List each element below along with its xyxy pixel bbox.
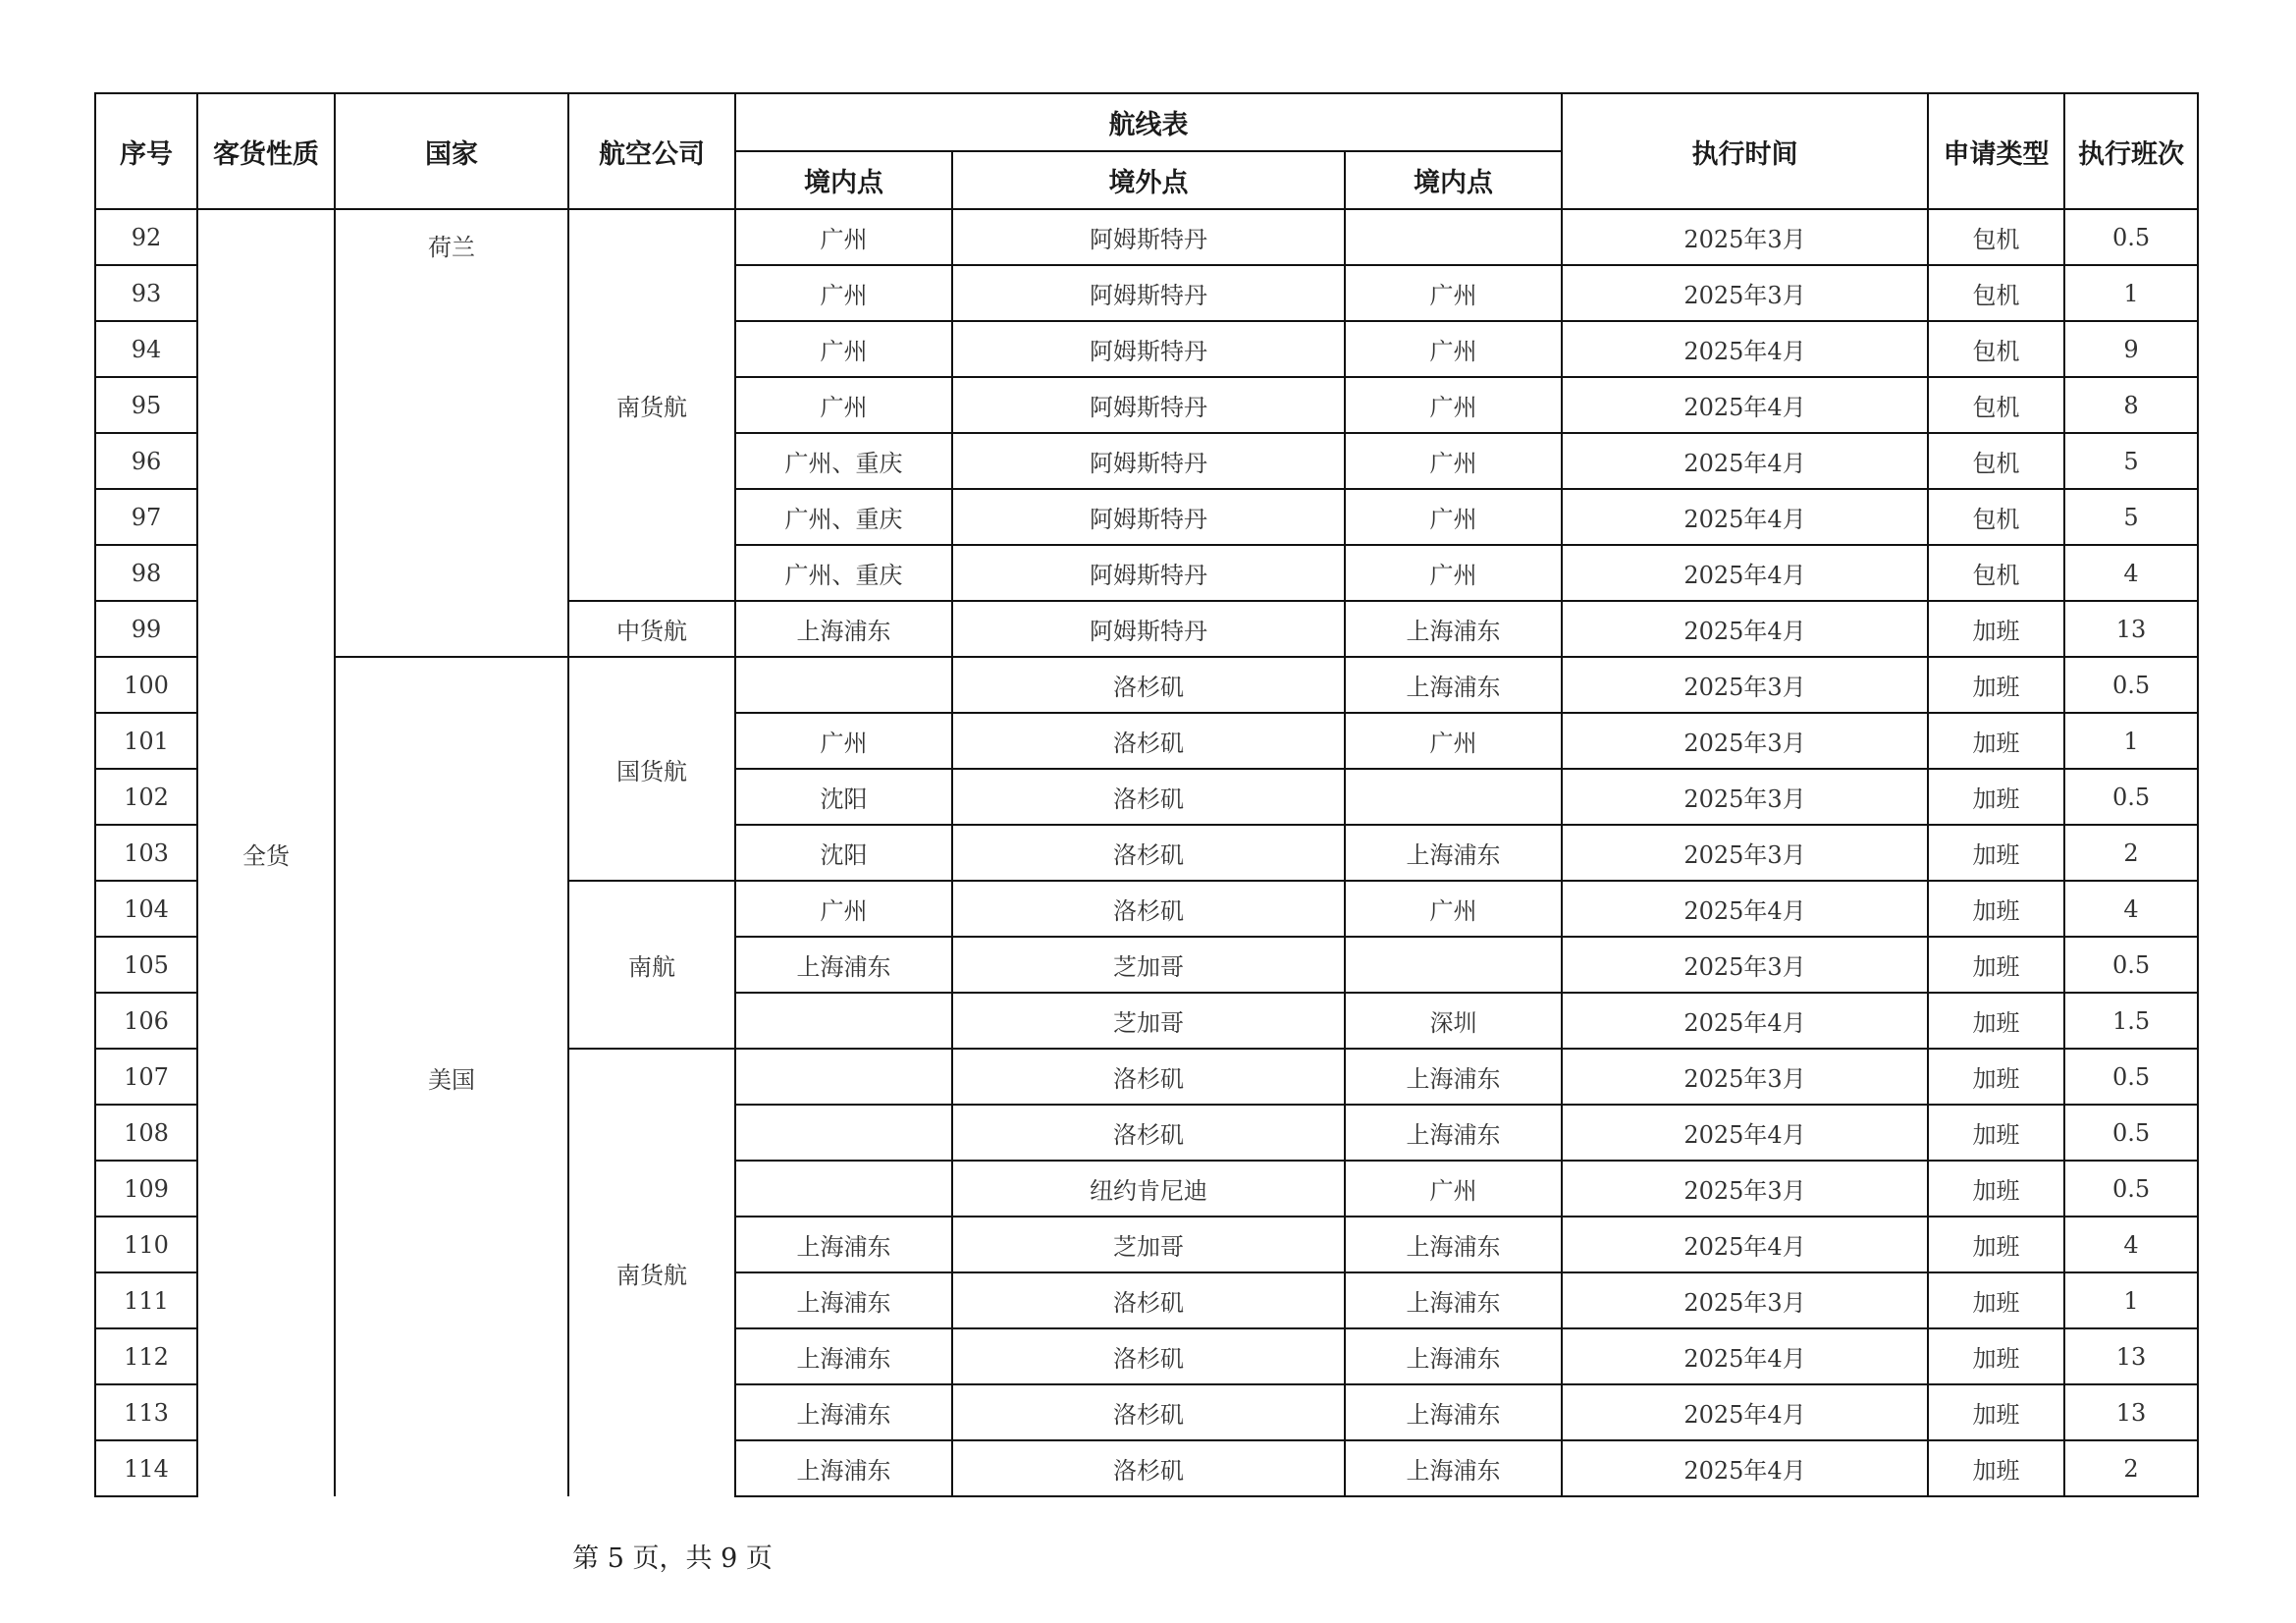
- cell-flights: 0.5: [2064, 937, 2198, 993]
- cell-time: 2025年4月: [1562, 321, 1928, 377]
- cell-airline-csa-us: 南货航: [568, 1049, 735, 1496]
- cell-seq: 94: [95, 321, 197, 377]
- cell-outbound: 洛杉矶: [952, 1440, 1345, 1496]
- cell-flights: 0.5: [2064, 1049, 2198, 1105]
- cell-return: 深圳: [1345, 993, 1562, 1049]
- cell-inbound: 上海浦东: [735, 1384, 952, 1440]
- cell-outbound: 洛杉矶: [952, 881, 1345, 937]
- cell-seq: 109: [95, 1161, 197, 1217]
- cell-flights: 1: [2064, 713, 2198, 769]
- cell-flights: 1: [2064, 265, 2198, 321]
- cell-time: 2025年4月: [1562, 601, 1928, 657]
- cell-return: 上海浦东: [1345, 1272, 1562, 1328]
- table-body: [95, 209, 2198, 1496]
- cell-type: 加班: [1928, 937, 2064, 993]
- cell-inbound: [735, 1105, 952, 1161]
- cell-seq: 108: [95, 1105, 197, 1161]
- cell-outbound: 阿姆斯特丹: [952, 209, 1345, 265]
- cell-time: 2025年4月: [1562, 489, 1928, 545]
- cell-type: 加班: [1928, 825, 2064, 881]
- cell-time: 2025年3月: [1562, 825, 1928, 881]
- cell-inbound: 上海浦东: [735, 601, 952, 657]
- cell-flights: 4: [2064, 545, 2198, 601]
- cell-seq: 96: [95, 433, 197, 489]
- cell-airline-csa-nl: 南货航: [568, 209, 735, 601]
- cell-type: 加班: [1928, 881, 2064, 937]
- cell-time: 2025年3月: [1562, 937, 1928, 993]
- cell-return: 上海浦东: [1345, 1328, 1562, 1384]
- cell-seq: 106: [95, 993, 197, 1049]
- header-inbound: 境内点: [735, 151, 952, 209]
- cell-outbound: 阿姆斯特丹: [952, 433, 1345, 489]
- cell-outbound: 阿姆斯特丹: [952, 321, 1345, 377]
- cell-seq: 114: [95, 1440, 197, 1496]
- cell-flights: 13: [2064, 601, 2198, 657]
- cell-inbound: 上海浦东: [735, 1217, 952, 1272]
- cell-flights: 0.5: [2064, 657, 2198, 713]
- cell-return: [1345, 769, 1562, 825]
- route-table: [94, 92, 2199, 1497]
- cell-inbound: 上海浦东: [735, 1440, 952, 1496]
- cell-inbound: 广州: [735, 321, 952, 377]
- cell-seq: 102: [95, 769, 197, 825]
- cell-time: 2025年4月: [1562, 1105, 1928, 1161]
- header-airline: 航空公司: [568, 93, 735, 209]
- cell-outbound: 纽约肯尼迪: [952, 1161, 1345, 1217]
- cell-time: 2025年4月: [1562, 545, 1928, 601]
- cell-seq: 110: [95, 1217, 197, 1272]
- cell-flights: 8: [2064, 377, 2198, 433]
- header-cargo-type: 客货性质: [197, 93, 335, 209]
- cell-seq: 107: [95, 1049, 197, 1105]
- cell-seq: 99: [95, 601, 197, 657]
- cell-flights: 5: [2064, 489, 2198, 545]
- cell-inbound: 广州: [735, 713, 952, 769]
- cell-seq: 113: [95, 1384, 197, 1440]
- cell-inbound: 上海浦东: [735, 937, 952, 993]
- cell-type: 包机: [1928, 433, 2064, 489]
- cell-outbound: 芝加哥: [952, 1217, 1345, 1272]
- cell-inbound: 广州: [735, 377, 952, 433]
- table-row: [95, 657, 2198, 713]
- header-route-group: 航线表: [735, 93, 1562, 151]
- cell-seq: 95: [95, 377, 197, 433]
- cell-seq: 111: [95, 1272, 197, 1328]
- cell-seq: 112: [95, 1328, 197, 1384]
- cell-flights: 0.5: [2064, 209, 2198, 265]
- cell-seq: 98: [95, 545, 197, 601]
- cell-outbound: 洛杉矶: [952, 1272, 1345, 1328]
- header-return: 境内点: [1345, 151, 1562, 209]
- cell-type: 加班: [1928, 657, 2064, 713]
- cell-time: 2025年3月: [1562, 1161, 1928, 1217]
- cell-inbound: 沈阳: [735, 769, 952, 825]
- cell-time: 2025年4月: [1562, 1384, 1928, 1440]
- cell-inbound: 沈阳: [735, 825, 952, 881]
- cell-time: 2025年4月: [1562, 377, 1928, 433]
- cell-inbound: 广州: [735, 265, 952, 321]
- cell-outbound: 洛杉矶: [952, 713, 1345, 769]
- cell-return: 广州: [1345, 265, 1562, 321]
- cell-time: 2025年4月: [1562, 1440, 1928, 1496]
- header-outbound: 境外点: [952, 151, 1345, 209]
- cell-type: 包机: [1928, 377, 2064, 433]
- cell-flights: 13: [2064, 1384, 2198, 1440]
- cell-outbound: 洛杉矶: [952, 825, 1345, 881]
- cell-return: 上海浦东: [1345, 825, 1562, 881]
- cell-type: 加班: [1928, 1161, 2064, 1217]
- cell-country-us: 美国: [335, 657, 568, 1496]
- cell-inbound: 广州: [735, 881, 952, 937]
- cell-inbound: 广州、重庆: [735, 545, 952, 601]
- cell-flights: 2: [2064, 1440, 2198, 1496]
- cell-time: 2025年4月: [1562, 881, 1928, 937]
- cell-time: 2025年3月: [1562, 657, 1928, 713]
- cell-inbound: [735, 1161, 952, 1217]
- cell-return: 广州: [1345, 545, 1562, 601]
- header-flights: 执行班次: [2064, 93, 2198, 209]
- cell-airline-cs-us: 南航: [568, 881, 735, 1049]
- cell-type: 加班: [1928, 1217, 2064, 1272]
- header-request-type: 申请类型: [1928, 93, 2064, 209]
- cell-airline-cca-nl: 中货航: [568, 601, 735, 657]
- cell-flights: 2: [2064, 825, 2198, 881]
- cell-type: 包机: [1928, 265, 2064, 321]
- cell-flights: 0.5: [2064, 1105, 2198, 1161]
- header-country: 国家: [335, 93, 568, 209]
- cell-time: 2025年3月: [1562, 713, 1928, 769]
- cell-return: 上海浦东: [1345, 1384, 1562, 1440]
- cell-seq: 97: [95, 489, 197, 545]
- cell-type: 加班: [1928, 993, 2064, 1049]
- cell-seq: 103: [95, 825, 197, 881]
- cell-return: 广州: [1345, 377, 1562, 433]
- cell-flights: 4: [2064, 881, 2198, 937]
- cell-seq: 92: [95, 209, 197, 265]
- cell-return: [1345, 937, 1562, 993]
- cell-inbound: [735, 1049, 952, 1105]
- page-footer: 第 5 页，共 9 页: [572, 1543, 773, 1574]
- cell-flights: 1.5: [2064, 993, 2198, 1049]
- cell-time: 2025年4月: [1562, 433, 1928, 489]
- cell-return: 上海浦东: [1345, 1440, 1562, 1496]
- cell-return: 上海浦东: [1345, 1217, 1562, 1272]
- cell-inbound: [735, 657, 952, 713]
- cell-airline-guohuo-us: 国货航: [568, 657, 735, 881]
- cell-flights: 0.5: [2064, 769, 2198, 825]
- cell-outbound: 洛杉矶: [952, 1328, 1345, 1384]
- cell-return: 上海浦东: [1345, 601, 1562, 657]
- cell-seq: 105: [95, 937, 197, 993]
- cell-cargo-type: 全货: [197, 209, 335, 1496]
- cell-return: 广州: [1345, 713, 1562, 769]
- cell-return: 上海浦东: [1345, 657, 1562, 713]
- cell-outbound: 阿姆斯特丹: [952, 489, 1345, 545]
- cell-flights: 5: [2064, 433, 2198, 489]
- cell-seq: 101: [95, 713, 197, 769]
- cell-inbound: 上海浦东: [735, 1328, 952, 1384]
- cell-return: 上海浦东: [1345, 1105, 1562, 1161]
- cell-flights: 0.5: [2064, 1161, 2198, 1217]
- cell-inbound: 上海浦东: [735, 1272, 952, 1328]
- cell-flights: 4: [2064, 1217, 2198, 1272]
- cell-outbound: 洛杉矶: [952, 657, 1345, 713]
- cell-outbound: 洛杉矶: [952, 1105, 1345, 1161]
- cell-time: 2025年3月: [1562, 1049, 1928, 1105]
- cell-return: [1345, 209, 1562, 265]
- cell-type: 加班: [1928, 1328, 2064, 1384]
- cell-type: 包机: [1928, 489, 2064, 545]
- cell-country-nl: 荷兰: [335, 209, 568, 657]
- cell-outbound: 洛杉矶: [952, 769, 1345, 825]
- cell-outbound: 阿姆斯特丹: [952, 601, 1345, 657]
- cell-flights: 9: [2064, 321, 2198, 377]
- cell-type: 包机: [1928, 545, 2064, 601]
- cell-outbound: 洛杉矶: [952, 1384, 1345, 1440]
- cell-type: 包机: [1928, 209, 2064, 265]
- cell-time: 2025年3月: [1562, 1272, 1928, 1328]
- cell-return: 广州: [1345, 321, 1562, 377]
- cell-outbound: 芝加哥: [952, 993, 1345, 1049]
- cell-type: 加班: [1928, 601, 2064, 657]
- cell-seq: 104: [95, 881, 197, 937]
- cell-time: 2025年3月: [1562, 769, 1928, 825]
- cell-seq: 93: [95, 265, 197, 321]
- cell-return: 广州: [1345, 489, 1562, 545]
- cell-type: 包机: [1928, 321, 2064, 377]
- cell-return: 上海浦东: [1345, 1049, 1562, 1105]
- cell-outbound: 洛杉矶: [952, 1049, 1345, 1105]
- cell-time: 2025年4月: [1562, 1217, 1928, 1272]
- cell-outbound: 芝加哥: [952, 937, 1345, 993]
- cell-type: 加班: [1928, 1105, 2064, 1161]
- cell-inbound: 广州、重庆: [735, 489, 952, 545]
- table-row: [95, 209, 2198, 265]
- cell-return: 广州: [1345, 881, 1562, 937]
- cell-outbound: 阿姆斯特丹: [952, 545, 1345, 601]
- cell-type: 加班: [1928, 769, 2064, 825]
- cell-type: 加班: [1928, 1440, 2064, 1496]
- cell-return: 广州: [1345, 1161, 1562, 1217]
- cell-inbound: [735, 993, 952, 1049]
- cell-time: 2025年4月: [1562, 1328, 1928, 1384]
- cell-outbound: 阿姆斯特丹: [952, 377, 1345, 433]
- table-header: [95, 93, 2198, 209]
- header-seq: 序号: [95, 93, 197, 209]
- cell-type: 加班: [1928, 1272, 2064, 1328]
- cell-type: 加班: [1928, 1384, 2064, 1440]
- cell-flights: 1: [2064, 1272, 2198, 1328]
- header-exec-time: 执行时间: [1562, 93, 1928, 209]
- cell-type: 加班: [1928, 1049, 2064, 1105]
- cell-seq: 100: [95, 657, 197, 713]
- cell-time: 2025年3月: [1562, 209, 1928, 265]
- cell-outbound: 阿姆斯特丹: [952, 265, 1345, 321]
- cell-inbound: 广州、重庆: [735, 433, 952, 489]
- cell-inbound: 广州: [735, 209, 952, 265]
- cell-return: 广州: [1345, 433, 1562, 489]
- cell-time: 2025年4月: [1562, 993, 1928, 1049]
- cell-type: 加班: [1928, 713, 2064, 769]
- cell-time: 2025年3月: [1562, 265, 1928, 321]
- cell-flights: 13: [2064, 1328, 2198, 1384]
